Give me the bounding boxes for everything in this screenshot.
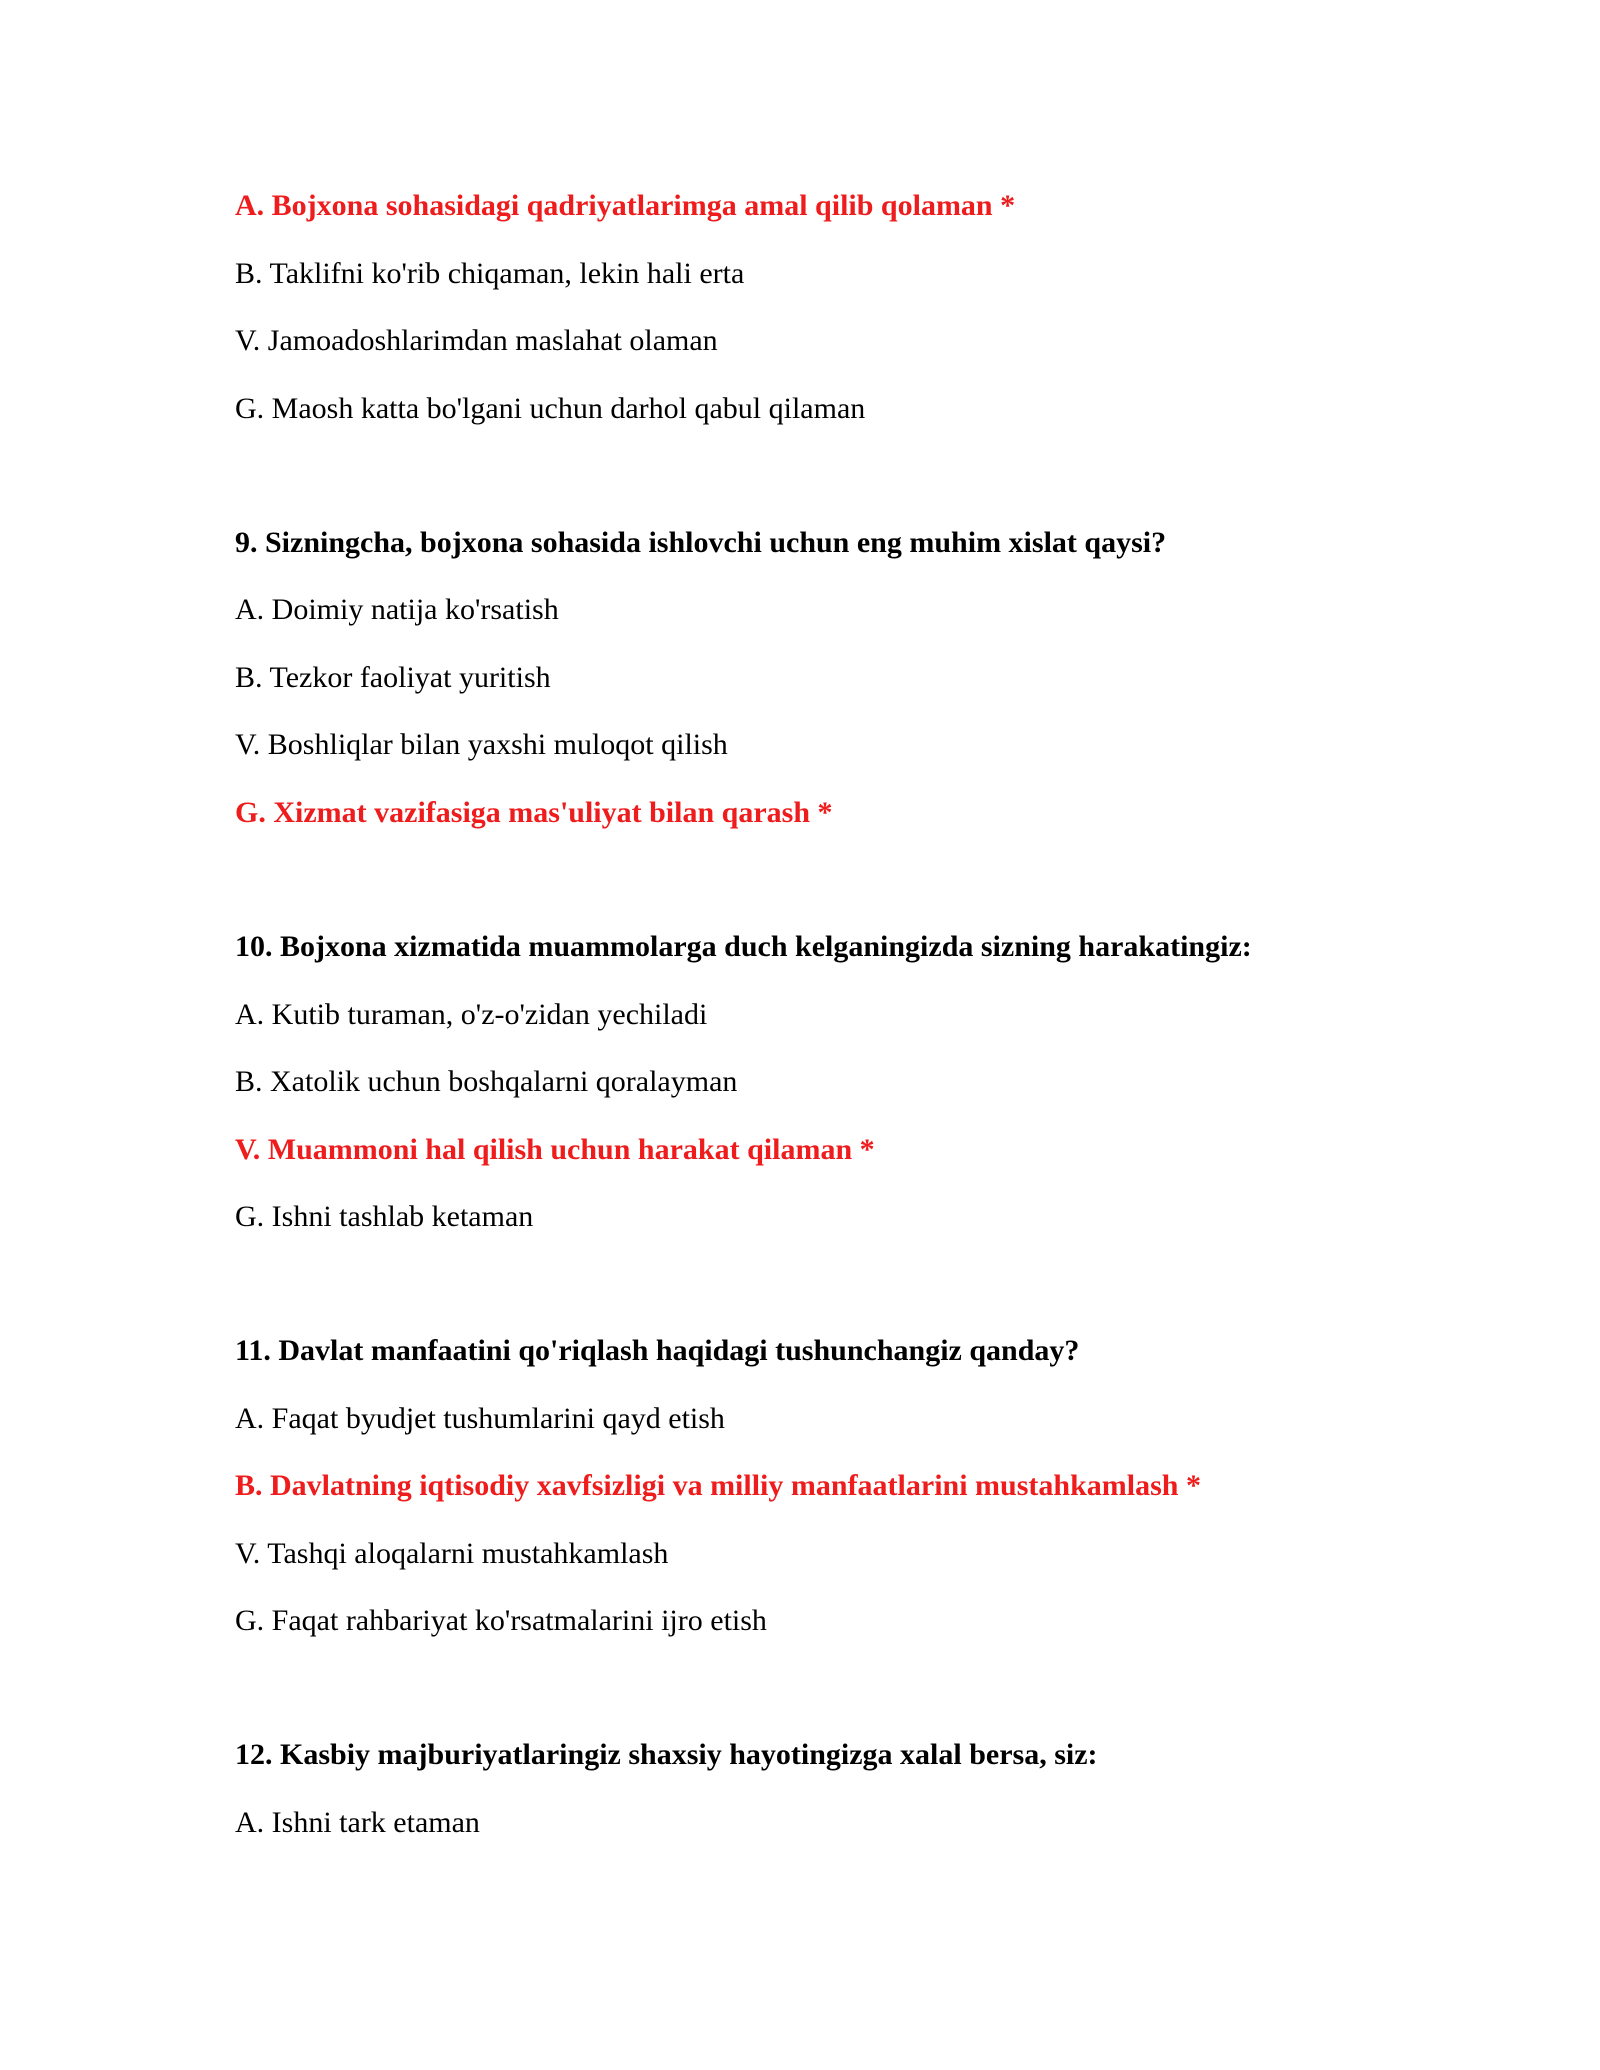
option-line: A. Ishni tark etaman xyxy=(235,1806,480,1839)
question-heading: 11. Davlat manfaatini qo'riqlash haqidagi tushunchangiz qanday? xyxy=(235,1334,1080,1367)
option-line: B. Xatolik uchun boshqalarni qoralayman xyxy=(235,1065,738,1098)
option-line: A. Doimiy natija ko'rsatish xyxy=(235,593,559,626)
option-line: A. Faqat byudjet tushumlarini qayd etish xyxy=(235,1402,725,1435)
option-line: G. Ishni tashlab ketaman xyxy=(235,1200,534,1233)
option-line: A. Bojxona sohasidagi qadriyatlarimga amal qilib qolaman * xyxy=(235,189,1016,222)
option-line: G. Xizmat vazifasiga mas'uliyat bilan qarash * xyxy=(235,796,833,829)
option-line: V. Jamoadoshlarimdan maslahat olaman xyxy=(235,324,718,357)
option-line: G. Faqat rahbariyat ko'rsatmalarini ijro etish xyxy=(235,1604,767,1637)
option-line: G. Maosh katta bo'lgani uchun darhol qabul qilaman xyxy=(235,392,866,425)
option-line: V. Boshliqlar bilan yaxshi muloqot qilish xyxy=(235,728,728,761)
question-heading: 10. Bojxona xizmatida muammolarga duch kelganingizda sizning harakatingiz: xyxy=(235,930,1252,963)
option-line: B. Tezkor faoliyat yuritish xyxy=(235,661,551,694)
question-heading: 9. Sizningcha, bojxona sohasida ishlovchi uchun eng muhim xislat qaysi? xyxy=(235,526,1167,559)
question-heading: 12. Kasbiy majburiyatlaringiz shaxsiy hayotingizga xalal bersa, siz: xyxy=(235,1738,1098,1771)
option-line: V. Tashqi aloqalarni mustahkamlash xyxy=(235,1537,669,1570)
option-line: A. Kutib turaman, o'z-o'zidan yechiladi xyxy=(235,998,708,1031)
option-line: B. Taklifni ko'rib chiqaman, lekin hali erta xyxy=(235,257,745,290)
option-line: V. Muammoni hal qilish uchun harakat qilaman * xyxy=(235,1133,875,1166)
option-line: B. Davlatning iqtisodiy xavfsizligi va milliy manfaatlarini mustahkamlash * xyxy=(235,1469,1201,1502)
